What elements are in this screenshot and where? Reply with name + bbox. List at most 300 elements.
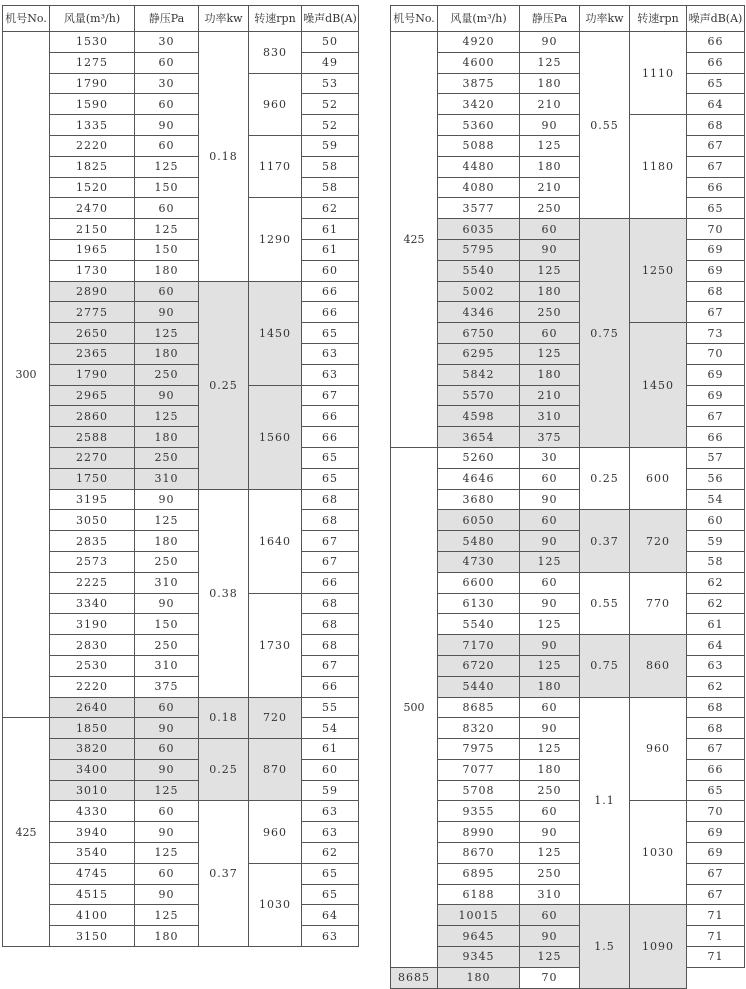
airflow-cell: 5440: [438, 676, 520, 697]
table-row: [391, 364, 745, 385]
table-row: [391, 32, 745, 53]
power-cell: 0.37: [580, 510, 630, 572]
airflow-cell: 2225: [50, 572, 135, 593]
pressure-cell: 150: [135, 614, 199, 635]
table-row: [391, 239, 745, 260]
pressure-cell: 90: [135, 822, 199, 843]
noise-cell: 59: [687, 531, 745, 552]
noise-cell: 71: [687, 947, 745, 968]
fan-table-left: [2, 5, 359, 947]
table-row: [3, 884, 359, 905]
noise-cell: 55: [302, 697, 359, 718]
power-cell: 0.18: [199, 32, 249, 282]
table-row: [3, 302, 359, 323]
power-cell: 0.25: [199, 739, 249, 801]
airflow-cell: 5540: [438, 260, 520, 281]
table-row: [391, 947, 745, 968]
table-row: [391, 739, 745, 760]
pressure-cell: 90: [520, 32, 580, 53]
airflow-cell: 1850: [50, 718, 135, 739]
pressure-cell: 150: [135, 239, 199, 260]
pressure-cell: 250: [135, 447, 199, 468]
airflow-cell: 5540: [438, 614, 520, 635]
table-row: [391, 94, 745, 115]
noise-cell: 67: [687, 406, 745, 427]
noise-cell: 69: [687, 260, 745, 281]
airflow-cell: 7975: [438, 739, 520, 760]
noise-cell: 69: [687, 385, 745, 406]
pressure-cell: 125: [135, 323, 199, 344]
noise-cell: 63: [687, 655, 745, 676]
noise-cell: 61: [302, 239, 359, 260]
airflow-cell: 1530: [50, 32, 135, 53]
noise-cell: 67: [687, 863, 745, 884]
table-row: [391, 260, 745, 281]
airflow-cell: 2640: [50, 697, 135, 718]
speed-cell: 1640: [249, 489, 302, 593]
airflow-cell: 2220: [50, 135, 135, 156]
header-airflow: 风量(m³/h): [50, 6, 135, 32]
noise-cell: 70: [520, 967, 580, 988]
noise-cell: 66: [302, 406, 359, 427]
noise-cell: 68: [302, 614, 359, 635]
noise-cell: 68: [302, 489, 359, 510]
pressure-cell: 60: [520, 510, 580, 531]
airflow-cell: 2860: [50, 406, 135, 427]
noise-cell: 62: [302, 198, 359, 219]
table-row: [391, 156, 745, 177]
table-row: [391, 676, 745, 697]
table-row: [391, 406, 745, 427]
pressure-cell: 250: [520, 863, 580, 884]
airflow-cell: 2220: [50, 676, 135, 697]
noise-cell: 68: [687, 281, 745, 302]
pressure-cell: 60: [135, 739, 199, 760]
noise-cell: 67: [687, 739, 745, 760]
pressure-cell: 250: [520, 780, 580, 801]
model-cell: 500: [391, 447, 438, 967]
table-row: [3, 32, 359, 53]
table-row: [391, 323, 745, 344]
airflow-cell: 2890: [50, 281, 135, 302]
airflow-cell: 6895: [438, 863, 520, 884]
airflow-cell: 5570: [438, 385, 520, 406]
pressure-cell: 60: [135, 697, 199, 718]
noise-cell: 65: [302, 323, 359, 344]
header-row: [391, 6, 745, 32]
noise-cell: 49: [302, 52, 359, 73]
pressure-cell: 180: [135, 531, 199, 552]
table-row: [391, 302, 745, 323]
table-row: [3, 198, 359, 219]
power-cell: 0.55: [580, 572, 630, 634]
table-row: [391, 843, 745, 864]
pressure-cell: 125: [520, 135, 580, 156]
airflow-cell: 1790: [50, 364, 135, 385]
table-row: [3, 926, 359, 947]
pressure-cell: 90: [520, 489, 580, 510]
pressure-cell: 60: [135, 135, 199, 156]
table-row: [391, 822, 745, 843]
noise-cell: 68: [687, 697, 745, 718]
table-row: [391, 718, 745, 739]
noise-cell: 63: [302, 364, 359, 385]
pressure-cell: 180: [520, 73, 580, 94]
noise-cell: 64: [687, 94, 745, 115]
noise-cell: 68: [302, 510, 359, 531]
airflow-cell: 4480: [438, 156, 520, 177]
speed-cell: 720: [249, 697, 302, 739]
airflow-cell: 3190: [50, 614, 135, 635]
noise-cell: 66: [687, 32, 745, 53]
pressure-cell: 90: [135, 302, 199, 323]
speed-cell: 1090: [630, 905, 687, 988]
airflow-cell: 4515: [50, 884, 135, 905]
airflow-cell: 2530: [50, 655, 135, 676]
noise-cell: 68: [302, 635, 359, 656]
table-row: [391, 385, 745, 406]
pressure-cell: 30: [135, 73, 199, 94]
airflow-cell: 3654: [438, 427, 520, 448]
pressure-cell: 250: [520, 302, 580, 323]
pressure-cell: 60: [520, 219, 580, 240]
airflow-cell: 3400: [50, 759, 135, 780]
airflow-cell: 1520: [50, 177, 135, 198]
noise-cell: 63: [302, 822, 359, 843]
table-row: [391, 531, 745, 552]
speed-cell: 1450: [630, 323, 687, 448]
pressure-cell: 310: [135, 468, 199, 489]
noise-cell: 66: [302, 302, 359, 323]
airflow-cell: 1590: [50, 94, 135, 115]
table-row: [3, 52, 359, 73]
table-row: [391, 52, 745, 73]
noise-cell: 66: [687, 427, 745, 448]
table-row: [391, 489, 745, 510]
pressure-cell: 125: [520, 551, 580, 572]
pressure-cell: 250: [135, 364, 199, 385]
noise-cell: 61: [687, 614, 745, 635]
pressure-cell: 60: [135, 94, 199, 115]
pressure-cell: 210: [520, 177, 580, 198]
table-row: [391, 655, 745, 676]
speed-cell: 960: [630, 697, 687, 801]
noise-cell: 65: [687, 198, 745, 219]
airflow-cell: 4330: [50, 801, 135, 822]
header-noise: 噪声dB(A): [302, 6, 359, 32]
airflow-cell: 1730: [50, 260, 135, 281]
table-row: [3, 323, 359, 344]
table-row: [3, 115, 359, 136]
pressure-cell: 90: [135, 593, 199, 614]
airflow-cell: 4598: [438, 406, 520, 427]
airflow-cell: 10015: [438, 905, 520, 926]
power-cell: 0.25: [199, 281, 249, 489]
table-row: [3, 343, 359, 364]
table-row: [3, 135, 359, 156]
noise-cell: 58: [687, 551, 745, 572]
airflow-cell: 1335: [50, 115, 135, 136]
airflow-cell: 4745: [50, 863, 135, 884]
pressure-cell: 60: [135, 801, 199, 822]
pressure-cell: 90: [520, 822, 580, 843]
airflow-cell: 3195: [50, 489, 135, 510]
power-cell: 0.75: [580, 219, 630, 448]
table-row: [3, 94, 359, 115]
airflow-cell: 3150: [50, 926, 135, 947]
table-row: [3, 676, 359, 697]
noise-cell: 53: [302, 73, 359, 94]
table-row: [391, 551, 745, 572]
airflow-cell: 3577: [438, 198, 520, 219]
speed-cell: 870: [249, 739, 302, 801]
airflow-cell: 6188: [438, 884, 520, 905]
header-model: 机号No.: [3, 6, 50, 32]
airflow-cell: 3680: [438, 489, 520, 510]
speed-cell: 860: [630, 635, 687, 697]
pressure-cell: 180: [135, 343, 199, 364]
airflow-cell: 4080: [438, 177, 520, 198]
noise-cell: 60: [302, 759, 359, 780]
pressure-cell: 180: [135, 260, 199, 281]
pressure-cell: 90: [135, 115, 199, 136]
noise-cell: 66: [302, 676, 359, 697]
speed-cell: 830: [249, 32, 302, 74]
pressure-cell: 30: [520, 447, 580, 468]
table-row: [391, 115, 745, 136]
pressure-cell: 60: [520, 323, 580, 344]
noise-cell: 67: [302, 385, 359, 406]
noise-cell: 65: [687, 780, 745, 801]
noise-cell: 63: [302, 926, 359, 947]
airflow-cell: 8670: [438, 843, 520, 864]
pressure-cell: 60: [520, 697, 580, 718]
table-row: [3, 260, 359, 281]
header-power: 功率kw: [199, 6, 249, 32]
noise-cell: 67: [302, 655, 359, 676]
speed-cell: 1180: [630, 115, 687, 219]
header-noise: 噪声dB(A): [687, 6, 745, 32]
airflow-cell: 8990: [438, 822, 520, 843]
airflow-cell: 1965: [50, 239, 135, 260]
airflow-cell: 2470: [50, 198, 135, 219]
airflow-cell: 9345: [438, 947, 520, 968]
table-row: [3, 655, 359, 676]
pressure-cell: 180: [520, 759, 580, 780]
table-row: [391, 635, 745, 656]
table-row: [3, 510, 359, 531]
noise-cell: 60: [302, 260, 359, 281]
noise-cell: 67: [302, 531, 359, 552]
pressure-cell: 60: [135, 281, 199, 302]
noise-cell: 52: [302, 94, 359, 115]
noise-cell: 57: [687, 447, 745, 468]
table-row: [3, 281, 359, 302]
speed-cell: 1110: [630, 32, 687, 115]
noise-cell: 58: [302, 177, 359, 198]
pressure-cell: 375: [520, 427, 580, 448]
pressure-cell: 180: [520, 281, 580, 302]
pressure-cell: 90: [135, 759, 199, 780]
table-row: [3, 239, 359, 260]
noise-cell: 65: [302, 863, 359, 884]
noise-cell: 64: [687, 635, 745, 656]
airflow-cell: 7170: [438, 635, 520, 656]
speed-cell: 720: [630, 510, 687, 572]
table-row: [391, 759, 745, 780]
pressure-cell: 90: [135, 489, 199, 510]
noise-cell: 56: [687, 468, 745, 489]
pressure-cell: 125: [520, 655, 580, 676]
power-cell: 1.5: [580, 905, 630, 988]
pressure-cell: 60: [135, 198, 199, 219]
table-row: [3, 718, 359, 739]
pressure-cell: 60: [520, 572, 580, 593]
table-row: [3, 385, 359, 406]
model-cell: 300: [3, 32, 50, 718]
table-row: [3, 427, 359, 448]
header-speed: 转速rpn: [249, 6, 302, 32]
noise-cell: 70: [687, 343, 745, 364]
airflow-cell: 3820: [50, 739, 135, 760]
pressure-cell: 90: [520, 718, 580, 739]
noise-cell: 68: [302, 593, 359, 614]
pressure-cell: 90: [520, 593, 580, 614]
pressure-cell: 250: [135, 635, 199, 656]
airflow-cell: 8320: [438, 718, 520, 739]
noise-cell: 63: [302, 801, 359, 822]
pressure-cell: 150: [135, 177, 199, 198]
noise-cell: 69: [687, 239, 745, 260]
pressure-cell: 125: [135, 156, 199, 177]
noise-cell: 67: [687, 156, 745, 177]
airflow-cell: 6295: [438, 343, 520, 364]
table-row: [391, 468, 745, 489]
header-pressure: 静压Pa: [520, 6, 580, 32]
table-row: [3, 801, 359, 822]
table-row: [391, 510, 745, 531]
table-row: [391, 135, 745, 156]
noise-cell: 67: [687, 884, 745, 905]
noise-cell: 54: [302, 718, 359, 739]
pressure-cell: 375: [135, 676, 199, 697]
airflow-cell: 5708: [438, 780, 520, 801]
airflow-cell: 4920: [438, 32, 520, 53]
pressure-cell: 90: [520, 115, 580, 136]
header-speed: 转速rpn: [630, 6, 687, 32]
pressure-cell: 180: [135, 926, 199, 947]
table-row: [391, 427, 745, 448]
header-power: 功率kw: [580, 6, 630, 32]
noise-cell: 63: [302, 343, 359, 364]
noise-cell: 58: [302, 156, 359, 177]
pressure-cell: 125: [135, 219, 199, 240]
pressure-cell: 250: [520, 198, 580, 219]
airflow-cell: 5795: [438, 239, 520, 260]
table-row: [391, 801, 745, 822]
speed-cell: 1250: [630, 219, 687, 323]
table-row: [3, 759, 359, 780]
noise-cell: 61: [302, 739, 359, 760]
table-row: [3, 780, 359, 801]
airflow-cell: 3010: [50, 780, 135, 801]
pressure-cell: 125: [520, 343, 580, 364]
noise-cell: 66: [302, 281, 359, 302]
airflow-cell: 4346: [438, 302, 520, 323]
noise-cell: 67: [687, 135, 745, 156]
table-row: [3, 593, 359, 614]
table-row: [3, 551, 359, 572]
airflow-cell: 3050: [50, 510, 135, 531]
table-row: [3, 843, 359, 864]
pressure-cell: 90: [135, 385, 199, 406]
pressure-cell: 60: [520, 468, 580, 489]
speed-cell: 1030: [249, 863, 302, 946]
airflow-cell: 5260: [438, 447, 520, 468]
airflow-cell: 1825: [50, 156, 135, 177]
noise-cell: 65: [302, 468, 359, 489]
airflow-cell: 1790: [50, 73, 135, 94]
airflow-cell: 2775: [50, 302, 135, 323]
airflow-cell: 2835: [50, 531, 135, 552]
airflow-cell: 2830: [50, 635, 135, 656]
table-row: [3, 739, 359, 760]
speed-cell: 960: [249, 73, 302, 135]
pressure-cell: 125: [520, 614, 580, 635]
power-cell: 0.75: [580, 635, 630, 697]
airflow-cell: 3420: [438, 94, 520, 115]
pressure-cell: 210: [520, 385, 580, 406]
pressure-cell: 310: [520, 884, 580, 905]
pressure-cell: 125: [520, 260, 580, 281]
airflow-cell: 4600: [438, 52, 520, 73]
table-row: [3, 156, 359, 177]
speed-cell: 1030: [630, 801, 687, 905]
noise-cell: 70: [687, 801, 745, 822]
table-row: [3, 531, 359, 552]
airflow-cell: 6130: [438, 593, 520, 614]
pressure-cell: 180: [135, 427, 199, 448]
table-row: [391, 447, 745, 468]
table-row: [3, 219, 359, 240]
airflow-cell: 3540: [50, 843, 135, 864]
pressure-cell: 90: [520, 635, 580, 656]
noise-cell: 62: [687, 676, 745, 697]
noise-cell: 59: [302, 135, 359, 156]
noise-cell: 71: [687, 926, 745, 947]
pressure-cell: 90: [520, 239, 580, 260]
speed-cell: 600: [630, 447, 687, 509]
table-row: [391, 343, 745, 364]
power-cell: 0.25: [580, 447, 630, 509]
pressure-cell: 90: [135, 884, 199, 905]
noise-cell: 68: [687, 718, 745, 739]
pressure-cell: 125: [520, 739, 580, 760]
airflow-cell: 3340: [50, 593, 135, 614]
table-row: [3, 447, 359, 468]
airflow-cell: 9355: [438, 801, 520, 822]
airflow-cell: 6600: [438, 572, 520, 593]
pressure-cell: 310: [135, 655, 199, 676]
noise-cell: 73: [687, 323, 745, 344]
noise-cell: 68: [687, 115, 745, 136]
pressure-cell: 180: [438, 967, 520, 988]
airflow-cell: 3940: [50, 822, 135, 843]
noise-cell: 66: [687, 759, 745, 780]
table-row: [391, 614, 745, 635]
pressure-cell: 125: [520, 843, 580, 864]
airflow-cell: 2365: [50, 343, 135, 364]
